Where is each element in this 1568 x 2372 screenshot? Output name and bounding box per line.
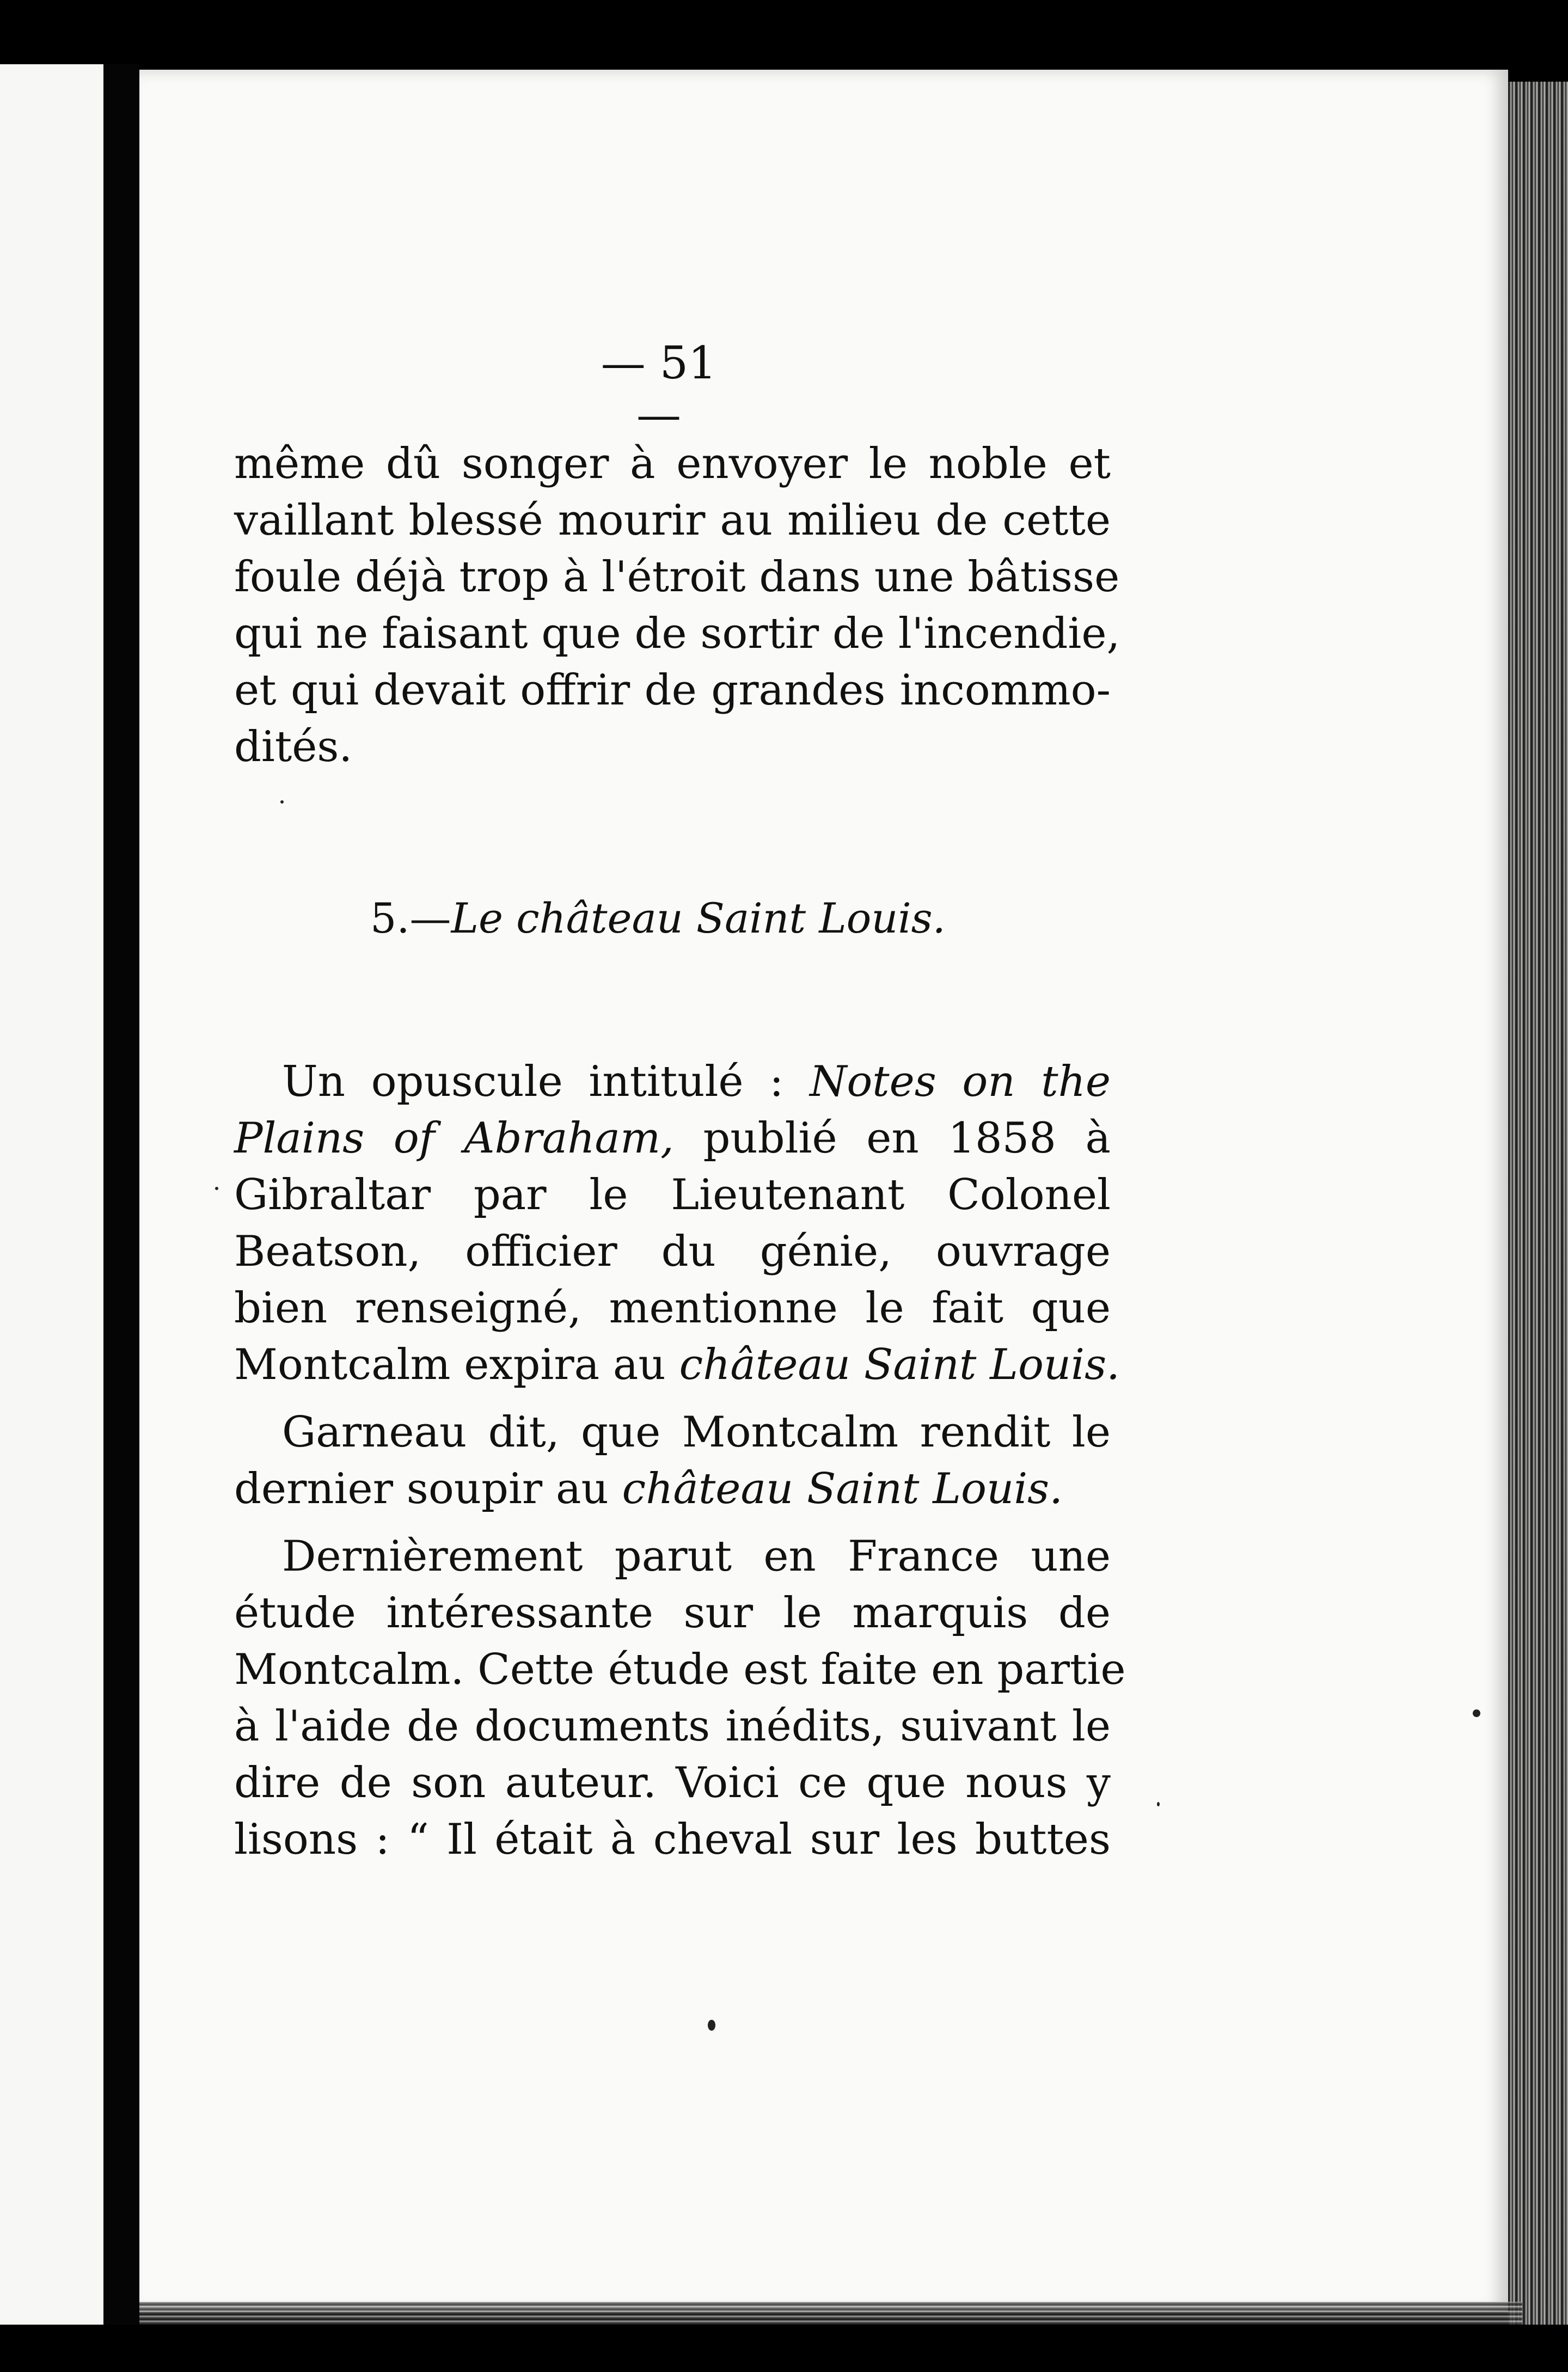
text-body	[234, 1053, 1126, 1868]
ink-speck	[215, 1187, 218, 1190]
italic-title: Notes on the	[810, 1057, 1111, 1106]
text-line: à l'aide de documents inédits, suivant le	[234, 1702, 1111, 1751]
text-run: Un opuscule intitulé :	[282, 1057, 810, 1106]
text-run: publié en 1858 à	[673, 1114, 1111, 1163]
text-line	[234, 1110, 1111, 1167]
text-line: vaillant blessé mourir au milieu de cette	[234, 496, 1111, 545]
ink-speck	[280, 800, 284, 804]
text-line: Beatson, officier du génie, ouvrage	[234, 1227, 1111, 1276]
ink-speck	[1473, 1709, 1480, 1717]
scan-left-margin	[0, 64, 103, 2329]
text-line: Gibraltar par le Lieutenant Colonel	[234, 1170, 1111, 1219]
page-number: — 51 —	[601, 338, 717, 441]
scan-bottom-border	[0, 2325, 1568, 2372]
text-line: dités.	[234, 722, 353, 771]
section-title: Le château Saint Louis.	[451, 894, 946, 942]
text-line: Montcalm. Cette étude est faite en partie	[234, 1645, 1126, 1694]
page-stack-right-edge	[1508, 82, 1568, 2325]
text-line: même dû songer à envoyer le noble et	[234, 439, 1111, 488]
text-run: Montcalm expira au	[234, 1340, 679, 1389]
text-line	[234, 1337, 1120, 1393]
paragraph-gap	[234, 1393, 1111, 1404]
text-run: dernier soupir au	[234, 1464, 622, 1513]
text-line: qui ne faisant que de sortir de l'incendie,	[234, 609, 1120, 658]
text-line: étude intéressante sur le marquis de	[234, 1589, 1111, 1638]
ink-speck	[1157, 1802, 1160, 1806]
section-number: 5.—	[370, 894, 451, 942]
italic-place: château Saint Louis.	[679, 1340, 1120, 1389]
text-line: foule déjà trop à l'étroit dans une bâtisse	[234, 553, 1120, 602]
paragraph-gap	[234, 1517, 1111, 1528]
text-line: Dernièrement parut en France une	[282, 1532, 1111, 1581]
page-stack-bottom-edge	[139, 2302, 1522, 2325]
text-line	[234, 1461, 1111, 1517]
text-line: bien renseigné, mentionne le fait que	[234, 1284, 1111, 1333]
italic-place: château Saint Louis.	[622, 1464, 1063, 1513]
text-line	[234, 1053, 1111, 1110]
text-line: et qui devait offrir de grandes incommo-	[234, 666, 1111, 715]
italic-title: Plains of Abraham,	[234, 1114, 674, 1163]
text-line: lisons : “ Il était à cheval sur les buttes	[234, 1815, 1111, 1864]
scan-top-border	[0, 0, 1568, 70]
text-line: Garneau dit, que Montcalm rendit le	[282, 1408, 1111, 1457]
paragraph-1	[234, 436, 1120, 775]
section-heading	[370, 890, 1132, 947]
ink-speck	[708, 2020, 715, 2031]
text-line: dire de son auteur. Voici ce que nous y	[234, 1758, 1111, 1807]
book-binding-shadow	[103, 64, 139, 2329]
